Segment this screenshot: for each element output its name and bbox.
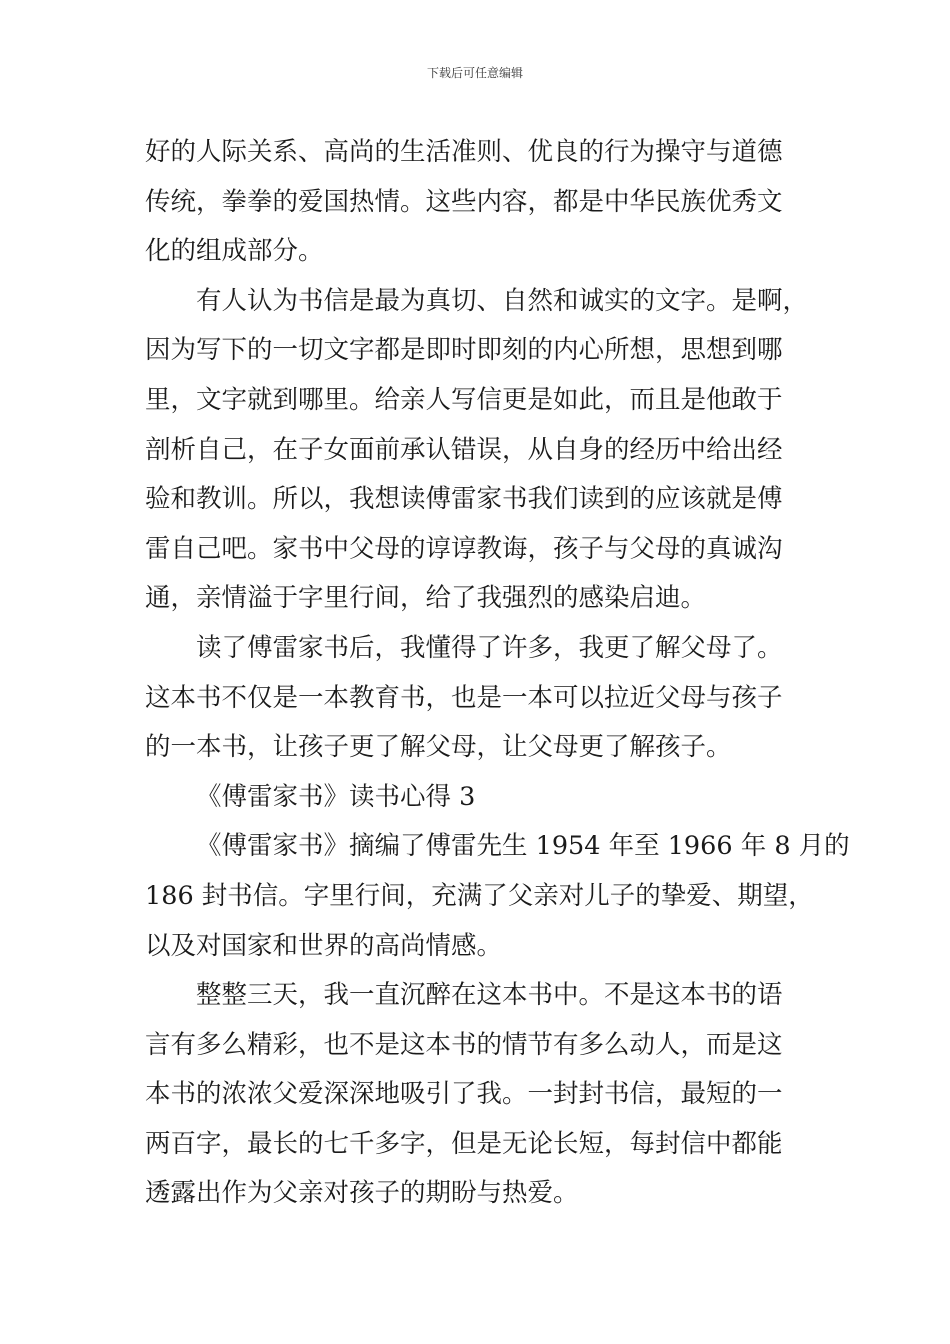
- text-line: 整整三天，我一直沉醉在这本书中。不是这本书的语: [196, 980, 783, 1011]
- text-line: 186 封书信。字里行间，充满了父亲对儿子的挚爱、期望，: [145, 880, 814, 911]
- text-line: 《傅雷家书》读书心得 3: [196, 781, 476, 812]
- text-line: 读了傅雷家书后，我懂得了许多，我更了解父母了。: [196, 632, 783, 663]
- text-line: 透露出作为父亲对孩子的期盼与热爱。: [145, 1178, 579, 1209]
- text-line: 本书的浓浓父爱深深地吸引了我。一封封书信，最短的一: [145, 1079, 783, 1110]
- text-line: 传统，拳拳的爱国热情。这些内容，都是中华民族优秀文: [145, 186, 783, 217]
- text-line: 验和教训。所以，我想读傅雷家书我们读到的应该就是傅: [145, 484, 783, 515]
- text-line: 雷自己吧。家书中父母的谆谆教诲，孩子与父母的真诚沟: [145, 533, 783, 564]
- text-line: 两百字，最长的七千多字，但是无论长短，每封信中都能: [145, 1128, 783, 1159]
- text-line: 有人认为书信是最为真切、自然和诚实的文字。是啊，: [196, 285, 809, 316]
- text-line: 《傅雷家书》摘编了傅雷先生 1954 年至 1966 年 8 月的: [196, 831, 850, 862]
- text-line: 这本书不仅是一本教育书，也是一本可以拉近父母与孩子: [145, 682, 783, 713]
- text-line: 剖析自己，在子女面前承认错误，从自身的经历中给出经: [145, 434, 783, 465]
- document-body: [145, 128, 850, 1219]
- text-line: 好的人际关系、高尚的生活准则、优良的行为操守与道德: [145, 137, 783, 167]
- text-line: 通，亲情溢于字里行间，给了我强烈的感染启迪。: [145, 583, 707, 614]
- text-line: 化的组成部分。: [145, 236, 324, 267]
- text-line: 因为写下的一切文字都是即时即刻的内心所想，思想到哪: [145, 335, 783, 366]
- text-line: 以及对国家和世界的高尚情感。: [145, 930, 503, 961]
- text-line: 里，文字就到哪里。给亲人写信更是如此，而且是他敢于: [145, 384, 783, 415]
- page-header: 下载后可任意编辑: [426, 66, 523, 80]
- text-line: 言有多么精彩，也不是这本书的情节有多么动人，而是这: [145, 1029, 783, 1060]
- text-line: 的一本书，让孩子更了解父母，让父母更了解孩子。: [145, 732, 732, 763]
